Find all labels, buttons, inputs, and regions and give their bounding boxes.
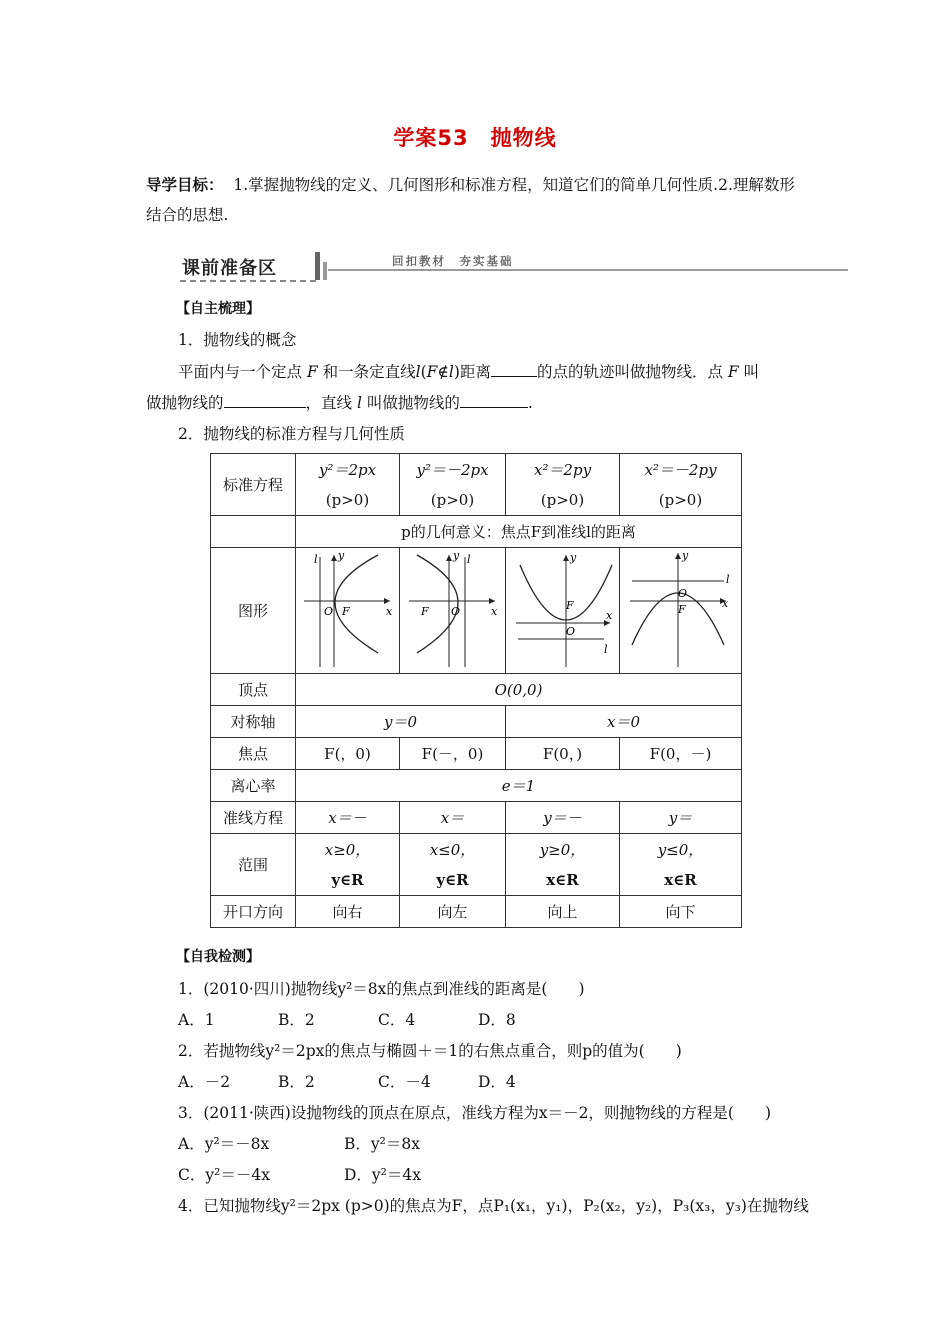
directrix-cell: x＝－ — [296, 802, 400, 834]
label-x: x — [605, 608, 612, 622]
concept-line-2 — [146, 391, 533, 413]
symbol-l: l — [352, 394, 367, 412]
equation-cell — [400, 454, 506, 516]
question-4-stem: 4．已知抛物线y²＝2px (p>0)的焦点为F，点P₁(x₁，y₁)，P₂(x₂，y₂)，P₃(x₃，y₃)在抛物线 — [178, 1197, 809, 1215]
row-label: 范围 — [211, 834, 296, 896]
question-2-stem: 2．若抛物线y²＝2px的焦点与椭圆＋＝1的右焦点重合，则p的值为( ) — [178, 1042, 682, 1060]
text-run: 平面内与一个定点 — [178, 363, 303, 381]
properties-table — [210, 453, 742, 928]
table-row — [211, 834, 742, 896]
label-O: O — [565, 624, 575, 638]
text-run: . — [527, 394, 533, 412]
range-text: y∈R — [331, 870, 364, 889]
label-F: F — [677, 602, 686, 616]
question-2-option-a[interactable]: A．－2 — [178, 1073, 231, 1091]
question-1-option-c[interactable]: C．4 — [378, 1011, 416, 1029]
range-text: y∈R — [436, 870, 469, 889]
section-heading-self-check: 【自我检测】 — [176, 949, 260, 965]
range-text: x≤0， — [429, 840, 476, 859]
label-x: x — [385, 604, 392, 618]
question-1-option-d[interactable]: D．8 — [478, 1011, 516, 1029]
label-y: y — [681, 548, 688, 562]
banner-bar — [315, 252, 320, 280]
directrix-cell: y＝ — [620, 802, 742, 834]
row-label: 焦点 — [211, 738, 296, 770]
banner-rule — [328, 269, 848, 271]
text-run: 做抛物线的 — [146, 394, 224, 412]
text-run: 叫 — [743, 363, 760, 381]
directrix-cell: y＝－ — [506, 802, 620, 834]
focus-cell: F(，0) — [296, 738, 400, 770]
text-run: 叫做抛物线的 — [366, 394, 460, 412]
banner-label: 课前准备区 — [182, 258, 277, 279]
equation: x²＝2py — [533, 460, 592, 479]
opening-cell: 向右 — [296, 896, 400, 928]
graph-cell — [620, 548, 742, 674]
question-1-option-b[interactable]: B．2 — [278, 1011, 315, 1029]
condition: (p>0) — [658, 490, 703, 509]
equation-cell — [506, 454, 620, 516]
label-y: y — [452, 548, 459, 562]
table-row — [211, 738, 742, 770]
row-label: 图形 — [211, 548, 296, 674]
question-1-option-a[interactable]: A．1 — [178, 1011, 215, 1029]
range-cell — [506, 834, 620, 896]
table-row — [211, 674, 742, 706]
row-label-spacer — [211, 516, 296, 548]
text-run: 距离 — [459, 363, 491, 381]
parabola-down-graph — [622, 549, 740, 669]
question-3-option-c[interactable]: C．y²＝－4x — [178, 1166, 270, 1184]
concept-heading: 1．抛物线的概念 — [178, 331, 297, 349]
label-F: F — [420, 604, 429, 618]
fill-blank[interactable] — [491, 360, 537, 377]
graph-cell — [506, 548, 620, 674]
range-text: x≥0， — [324, 840, 371, 859]
question-2-option-d[interactable]: D．4 — [478, 1073, 516, 1091]
question-2-option-c[interactable]: C．－4 — [378, 1073, 431, 1091]
table-row — [211, 706, 742, 738]
fill-blank[interactable] — [224, 391, 306, 408]
equation: y²＝－2px — [416, 460, 489, 479]
question-3-option-a[interactable]: A．y²＝－8x — [178, 1135, 270, 1153]
equation-cell — [620, 454, 742, 516]
label-y: y — [569, 550, 576, 564]
label-x: x — [490, 604, 497, 618]
range-text: x∈R — [546, 870, 579, 889]
label-l: l — [725, 572, 730, 586]
label-y: y — [337, 548, 344, 562]
table-row — [211, 896, 742, 928]
eccentricity-cell: e＝1 — [296, 770, 742, 802]
text-run: ，直线 — [305, 394, 353, 412]
label-x: x — [721, 596, 728, 610]
question-3-option-d[interactable]: D．y²＝4x — [344, 1166, 422, 1184]
opening-cell: 向左 — [400, 896, 506, 928]
question-2-option-b[interactable]: B．2 — [278, 1073, 315, 1091]
range-cell — [400, 834, 506, 896]
page-title: 学案53 抛物线 — [393, 126, 557, 150]
goal-text: 1.掌握抛物线的定义、几何图形和标准方程，知道它们的简单几何性质.2.理解数形结合的思想. — [146, 176, 795, 224]
label-l: l — [313, 552, 318, 566]
directrix-cell: x＝ — [400, 802, 506, 834]
table-row — [211, 770, 742, 802]
label-O: O — [450, 604, 460, 618]
fill-blank[interactable] — [460, 391, 528, 408]
row-label: 标准方程 — [211, 454, 296, 516]
question-3-option-b[interactable]: B．y²＝8x — [344, 1135, 420, 1153]
learning-goal — [146, 170, 810, 230]
condition: (p>0) — [540, 490, 585, 509]
symbol-l-notin: l(F∉l) — [415, 363, 460, 381]
equation: x²＝－2py — [644, 460, 717, 479]
section-heading-self-review: 【自主梳理】 — [176, 301, 260, 317]
parabola-right-graph — [298, 549, 398, 669]
banner-subtitle: 回扣教材 夯实基础 — [392, 254, 514, 268]
focus-cell: F(0，－) — [620, 738, 742, 770]
banner-bar — [323, 262, 327, 280]
table-row — [211, 516, 742, 548]
parabola-left-graph — [403, 549, 503, 669]
table-row — [211, 548, 742, 674]
banner-dash — [180, 280, 316, 282]
goal-label: 导学目标： — [146, 176, 224, 194]
text-run: 和一条定直线 — [322, 363, 416, 381]
label-l: l — [603, 642, 608, 656]
row-label: 开口方向 — [211, 896, 296, 928]
concept-line-1 — [178, 360, 759, 382]
vertex-cell: O(0,0) — [296, 674, 742, 706]
axis-cell: y＝0 — [296, 706, 506, 738]
symbol-F: F — [302, 363, 323, 381]
axis-cell: x＝0 — [506, 706, 742, 738]
row-label: 离心率 — [211, 770, 296, 802]
table-row — [211, 454, 742, 516]
parabola-up-graph — [508, 549, 618, 669]
section-banner — [178, 250, 848, 286]
row-label: 顶点 — [211, 674, 296, 706]
equation: y²＝2px — [318, 460, 377, 479]
p-meaning-cell: p的几何意义：焦点F到准线l的距离 — [296, 516, 742, 548]
label-l: l — [466, 552, 471, 566]
condition: (p>0) — [325, 490, 370, 509]
range-cell — [620, 834, 742, 896]
focus-cell: F(0，) — [506, 738, 620, 770]
table-row — [211, 802, 742, 834]
label-O: O — [677, 586, 687, 600]
symbol-F: F — [722, 363, 744, 381]
graph-cell — [296, 548, 400, 674]
row-label: 对称轴 — [211, 706, 296, 738]
graph-cell — [400, 548, 506, 674]
label-F: F — [341, 604, 350, 618]
question-1-stem: 1．(2010·四川)抛物线y²＝8x的焦点到准线的距离是( ) — [178, 980, 585, 998]
text-run: 的点的轨迹叫做抛物线．点 — [536, 363, 723, 381]
label-F: F — [565, 598, 574, 612]
range-cell — [296, 834, 400, 896]
range-text: x∈R — [664, 870, 697, 889]
label-O: O — [323, 604, 333, 618]
range-text: y≥0， — [539, 840, 586, 859]
focus-cell: F(－，0) — [400, 738, 506, 770]
equation-cell — [296, 454, 400, 516]
question-3-stem: 3．(2011·陕西)设抛物线的顶点在原点，准线方程为x＝－2，则抛物线的方程是( ) — [178, 1104, 772, 1122]
range-text: y≤0， — [657, 840, 704, 859]
opening-cell: 向下 — [620, 896, 742, 928]
opening-cell: 向上 — [506, 896, 620, 928]
table-heading: 2．抛物线的标准方程与几何性质 — [178, 425, 405, 443]
row-label: 准线方程 — [211, 802, 296, 834]
condition: (p>0) — [430, 490, 475, 509]
